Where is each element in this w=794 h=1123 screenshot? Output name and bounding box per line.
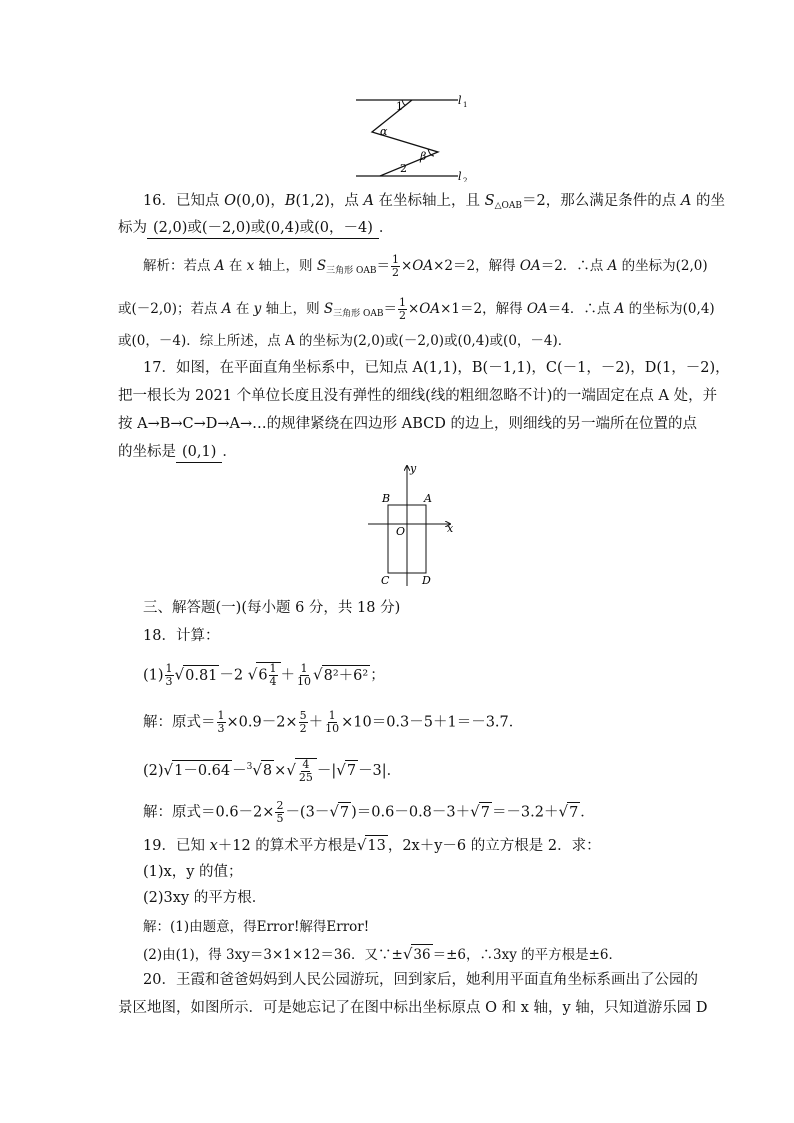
q17-line2: 把一根长为 2021 个单位长度且没有弹性的细线(线的粗细忽略不计)的一端固定在点 A 处，并 — [118, 388, 718, 404]
label-l2: l — [458, 170, 462, 182]
q19-solution1: 解：(1)由题意，得Error!解得Error! — [143, 919, 370, 935]
label-b: B — [382, 492, 391, 505]
q18-solution1: 解：原式＝ $\frac{1}{3}$ ×0.9－2× $\frac{5}{2}$ ＋ $\frac{1}{10}$ ×10＝0.3－5＋1＝－3.7． — [143, 709, 524, 735]
q16-line2: 标为 (2,0)或(－2,0)或(0,4)或(0，－4) ． — [118, 218, 393, 239]
q20-line1: 20．王霞和爸爸妈妈到人民公园游玩，回到家后，她利用平面直角坐标系画出了公园的 — [143, 972, 698, 988]
label-a: A — [424, 492, 432, 505]
label-o: O — [396, 525, 406, 538]
q18-title: 18．计算： — [143, 628, 220, 644]
label-angle-1: 1 — [396, 100, 403, 113]
label-x: x — [447, 522, 454, 535]
q18-solution2: 解：原式＝0.6－2× $\frac{2}{5}$ －(3－√7 )＝0.6－0.8－3＋√7 ＝－3.2＋√7 ． — [143, 799, 595, 825]
label-d: D — [422, 574, 431, 587]
label-l1: l — [458, 94, 462, 107]
section-3-heading: 三、解答题(一)(每小题 6 分，共 18 分) — [143, 600, 401, 616]
q19-part2: (2)3xy 的平方根． — [143, 890, 267, 906]
label-beta: β — [420, 150, 427, 163]
q20-line2: 景区地图，如图所示．可是她忘记了在图中标出坐标原点 O 和 x 轴，y 轴，只知道游乐园 D — [118, 1000, 708, 1016]
q17-line1: 17．如图，在平面直角坐标系中，已知点 A(1,1)，B(－1,1)，C(－1，－2)，D(1，－2)， — [143, 360, 730, 376]
label-y: y — [410, 462, 417, 475]
label-l1-sub: 1 — [463, 101, 468, 109]
q19-solution2: (2)由(1)，得 3xy＝3×1×12＝36．又∵±√36 ＝±6，∴3xy 的平方根是±6． — [143, 945, 623, 963]
parallel-lines-figure — [340, 90, 490, 182]
q17-line3: 按 A→B→C→D→A→…的规律紧绕在四边形 ABCD 的边上，则细线的另一端所在位置的点 — [118, 416, 698, 432]
q19-part1: (1)x，y 的值； — [143, 864, 243, 880]
q19-line1: 19．已知 x＋12 的算术平方根是√13 ，2x＋y－6 的立方根是 2．求： — [143, 836, 601, 854]
label-angle-2: 2 — [400, 162, 407, 175]
q18-part1: (1) $\frac{1}{3}$ √0.81 －2 √6 $\frac{1}{4}$ ＋ $\frac{1}{10}$ √8²＋6² ； — [143, 662, 385, 688]
q17-answer: (0,1) — [176, 442, 222, 463]
q18-part2: (2)√1－0.64 －$^3$√8 ×√ $\frac{4}{25}$ －|√7 －3|． — [143, 757, 402, 784]
label-c: C — [381, 574, 390, 587]
q16-solution-line3: 或(0，－4)．综上所述，点 A 的坐标为(2,0)或(－2,0)或(0,4)或(0，－4)． — [118, 333, 572, 349]
q16-line1: 16．已知点 O(0,0)，B(1,2)，点 A 在坐标轴上，且 $S_{\triangle OAB}=2$，那么满足条件的点 A 的坐 — [143, 193, 725, 211]
q16-answer: (2,0)或(－2,0)或(0,4)或(0，－4) — [147, 218, 379, 239]
q17-line4: 的坐标是 (0,1) ． — [118, 442, 237, 463]
q16-solution-line2: 或(－2,0)；若点 A 在 y 轴上，则 $S_{三角形 OAB}=$ $\frac{1}{2}$ ×OA×1＝2，解得 OA＝4．∴点 A 的坐标为(0,4) — [118, 296, 715, 322]
label-l2-sub: 2 — [463, 177, 468, 182]
label-alpha: α — [380, 125, 388, 138]
q16-solution-line1: 解析：若点 A 在 x 轴上，则 $S_{三角形 OAB}=$ $\frac{1}{2}$ ×OA×2＝2，解得 OA＝2．∴点 A 的坐标为(2,0) — [143, 253, 708, 279]
rectangle-axes-figure — [362, 460, 462, 590]
